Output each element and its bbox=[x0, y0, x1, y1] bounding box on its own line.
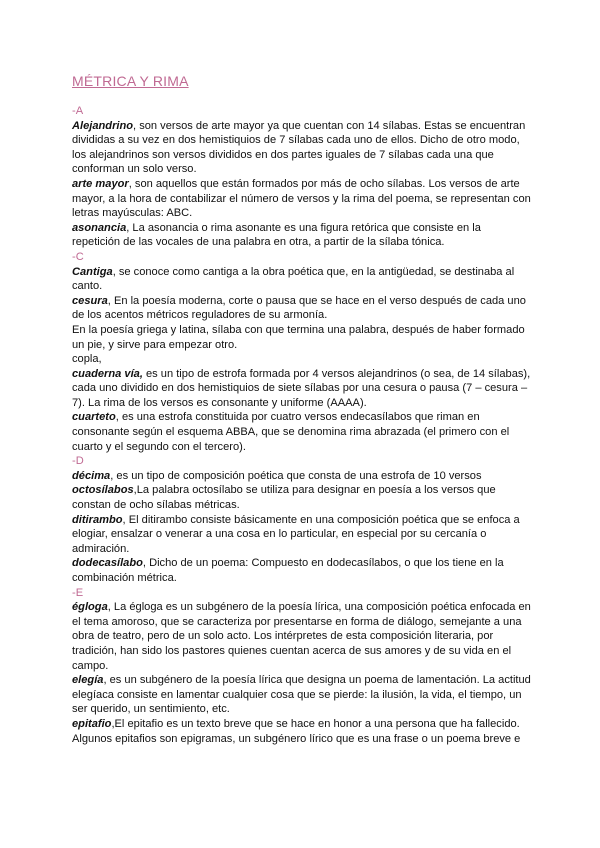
section-letter: -E bbox=[72, 586, 84, 599]
entry-text: , son aquellos que están formados por más de ocho sílabas. Los versos de arte mayor, a la hora de contabilizar el número de versos y la rima del poema, se representan con letras mayúsculas: ABC. bbox=[72, 177, 531, 220]
entry-term: arte mayor bbox=[72, 177, 129, 190]
entry-text: , son versos de arte mayor ya que cuentan con 14 sílabas. Estas se encuentran divididas a su vez en dos hemistiquios de 7 sílabas cada uno de ellos. Dicho de otro modo, los alejandrinos son versos divididos en dos partes iguales de 7 sílabas cada una que conforman un solo verso. bbox=[72, 119, 526, 176]
section-c bbox=[72, 250, 532, 454]
section-letter: -A bbox=[72, 105, 84, 117]
entry-text: , es un subgénero de la poesía lírica que designa un poema de lamentación. La actitud elegíaca consiste en lamentar cualquier cosa que se pierde: la ilusión, la vida, el tiempo, un ser querido, un sentimiento, etc. bbox=[72, 674, 531, 716]
glossary-entry bbox=[72, 352, 532, 367]
glossary-entry bbox=[72, 556, 532, 585]
glossary-entry bbox=[72, 177, 532, 221]
entry-text: ,El epitafio es un texto breve que se hace en honor a una persona que ha fallecido. Algunos epitafios son epigramas, un subgénero lírico que es una frase o un poema breve e bbox=[72, 717, 521, 745]
entry-text: , En la poesía moderna, corte o pausa que se hace en el verso después de cada uno de los acentos métricos reguladores de su armonía. bbox=[72, 294, 526, 322]
section-d bbox=[72, 454, 532, 585]
entry-term: epitafio bbox=[72, 717, 112, 730]
entry-term: cesura bbox=[72, 294, 108, 307]
glossary-entry bbox=[72, 469, 532, 484]
section-letter: -C bbox=[72, 250, 84, 263]
entry-term: cuaderna vía, bbox=[72, 367, 143, 380]
glossary-entry bbox=[72, 483, 532, 512]
glossary-entry bbox=[72, 673, 532, 717]
entry-term: Alejandrino bbox=[72, 119, 134, 132]
entry-term: octosílabos bbox=[72, 484, 134, 497]
entry-text: , El ditirambo consiste básicamente en una composición poética que se enfoca a elogiar, ensalzar o venerar a una cosa en lo particular, en especial por su cercanía o admiración. bbox=[72, 513, 520, 555]
section-letter: -D bbox=[72, 455, 84, 468]
glossary-entry bbox=[72, 410, 532, 454]
glossary-entry bbox=[72, 717, 532, 746]
glossary-entry bbox=[72, 119, 532, 177]
entry-term: asonancia bbox=[72, 221, 127, 234]
entry-term: elegía bbox=[72, 674, 104, 687]
section-a bbox=[72, 104, 532, 250]
entry-text: es un tipo de estrofa formada por 4 versos alejandrinos (o sea, de 14 sílabas), cada uno dividido en dos hemistiquios de siete sílabas por una cesura o pausa (7 – cesura – 7). La rima de los versos es consonante y uniforme (AAAA). bbox=[72, 367, 531, 409]
entry-text: , se conoce como cantiga a la obra poética que, en la antigüedad, se destinaba al canto. bbox=[72, 265, 515, 293]
glossary-entry bbox=[72, 323, 532, 352]
glossary-entry bbox=[72, 367, 532, 411]
entry-text: , es una estrofa constituida por cuatro versos endecasílabos que riman en consonante según el esquema ABBA, que se denomina rima abrazada (el primero con el cuarto y el segundo con el tercero). bbox=[72, 411, 510, 453]
entry-term: ditirambo bbox=[72, 513, 123, 526]
entry-term: égloga bbox=[72, 601, 108, 614]
entry-text: copla, bbox=[72, 353, 102, 366]
entry-text: ,La palabra octosílabo se utiliza para designar en poesía a los versos que constan de ocho sílabas métricas. bbox=[72, 484, 496, 512]
entry-text: , La égloga es un subgénero de la poesía lírica, una composición poética enfocada en el tema amoroso, que se caracteriza por presentarse en forma de diálogo, semejante a una obra de teatro, pero de un solo acto. Los intérpretes de esta composición literaria, por tradición, han sido los pastores quienes cuentan acerca de sus amores y de su vida en el campo. bbox=[72, 601, 531, 672]
entry-term: dodecasílabo bbox=[72, 557, 143, 570]
glossary-entry bbox=[72, 265, 532, 294]
glossary-entry bbox=[72, 600, 532, 673]
document-title: MÉTRICA Y RIMA bbox=[72, 73, 189, 89]
entry-term: cuarteto bbox=[72, 411, 116, 424]
entry-text: , Dicho de un poema: Compuesto en dodecasílabos, o que los tiene en la combinación métrica. bbox=[72, 557, 504, 584]
entry-term: décima bbox=[72, 469, 111, 482]
entry-text: , es un tipo de composición poética que consta de una estrofa de 10 versos bbox=[110, 469, 482, 482]
entry-text: , La asonancia o rima asonante es una figura retórica que consiste en la repetición de las vocales de una palabra en otra, a partir de la sílaba tónica. bbox=[72, 221, 481, 249]
section-e bbox=[72, 586, 532, 747]
glossary-content bbox=[72, 104, 532, 746]
entry-term: Cantiga bbox=[72, 265, 113, 278]
entry-text: En la poesía griega y latina, sílaba con que termina una palabra, después de haber formado un pie, y sirve para empezar otro. bbox=[72, 323, 525, 351]
glossary-entry bbox=[72, 513, 532, 557]
glossary-entry bbox=[72, 294, 532, 323]
glossary-entry bbox=[72, 221, 532, 250]
